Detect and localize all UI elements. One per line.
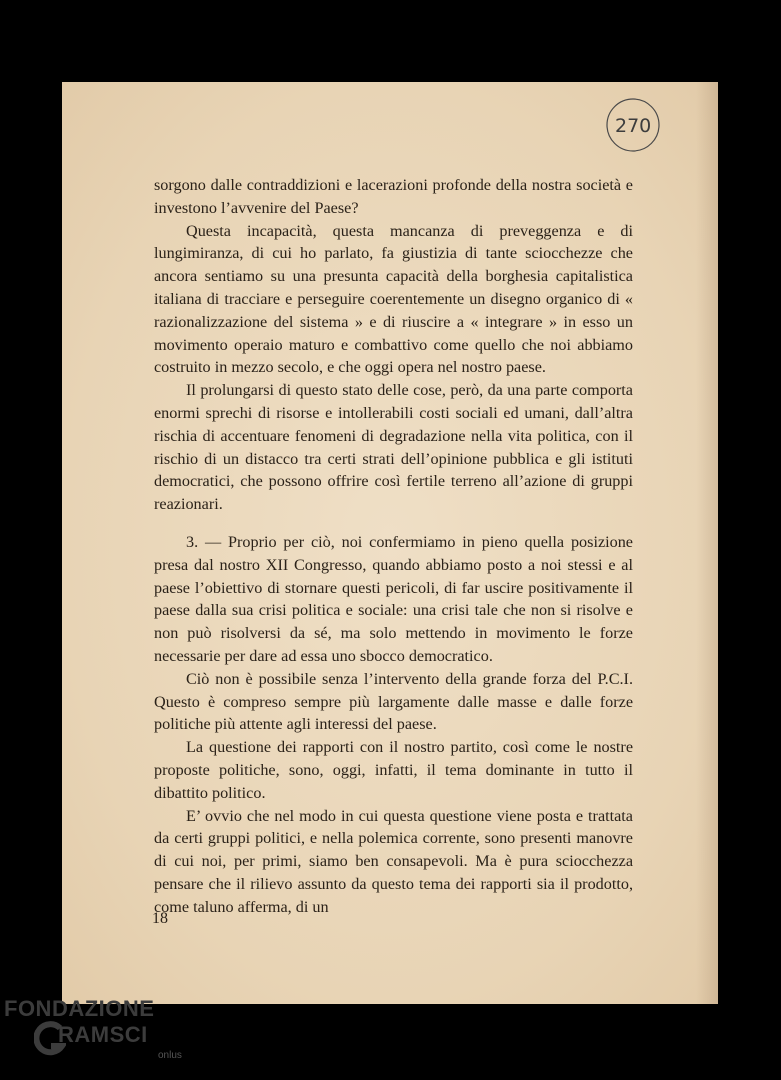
handwritten-page-number <box>604 94 662 154</box>
paragraph-6: La questione dei rapporti con il nostro partito, così come le nostre proposte politiche, sono, oggi, infatti, il tema dominante in tutto il dibattito politico. <box>154 738 633 802</box>
watermark-line-3: onlus <box>158 1050 182 1061</box>
watermark-line-2: RAMSCI <box>58 1022 148 1047</box>
handwritten-circle-icon <box>604 94 662 154</box>
scanned-page <box>62 82 718 1004</box>
paragraph-2: Questa incapacità, questa mancanza di preveggenza e di lungimiranza, di cui ho parlato, fa giustizia di tante sciocchezze che ancora sentiamo su una presunta capacità della borghesia capitalistica italiana di tracciare e perseguire coerentemente un disegno organico di « razionalizzazione del sistema » e di riuscire a « integrare » in esso un movimento operaio maturo e combattivo come quello che noi abbiamo costruito in mezzo secolo, e che oggi opera nel nostro paese. <box>154 221 633 377</box>
handwritten-number-text: 270 <box>615 115 652 137</box>
paragraph-5: Ciò non è possibile senza l’intervento della grande forza del P.C.I. Questo è compreso sempre più largamente dalle masse e dalle forze politiche più attente agli interessi del paese. <box>154 669 633 734</box>
paragraph-section-3: 3. — Proprio per ciò, noi confermiamo in pieno quella posizione presa dal nostro XII Congresso, quando abbiamo posto a noi stessi e al paese l’obiettivo di stornare questi pericoli, di far uscire positivamente il paese dalla sua crisi politica e sociale: una crisi tale che non si risolve e non può risolversi da sé, ma solo mettendo in movimento le forze necessarie per dare ad essa uno sbocco democratico. <box>154 532 633 665</box>
page-fold-shadow <box>696 82 718 1004</box>
body-text <box>154 174 633 919</box>
page-folio: 18 <box>152 910 168 927</box>
paragraph-3: Il prolungarsi di questo stato delle cose, però, da una parte comporta enormi sprechi di risorse e intollerabili costi sociali ed umani, dall’altra rischia di accentuare fenomeni di degradazione nella vita politica, con il rischio di un distacco tra certi strati dell’opinione pubblica e gli istituti democratici, che possono offrire così fertile terreno all’azione di gruppi reazionari. <box>154 381 633 514</box>
paragraph-7: E’ ovvio che nel modo in cui questa questione viene posta e trattata da certi gruppi politici, e nella polemica corrente, sono presenti manovre di cui noi, per primi, siamo ben consapevoli. Ma è pura sciocchezza pensare che il rilievo assunto da questo tema dei rapporti sia il prodotto, come taluno afferma, di un <box>154 806 633 916</box>
fondazione-gramsci-watermark <box>4 994 194 1066</box>
paragraph-1: sorgono dalle contraddizioni e lacerazioni profonde della nostra società e investono l’avvenire del Paese? <box>154 176 633 217</box>
watermark-line-1: FONDAZIONE <box>4 996 155 1021</box>
